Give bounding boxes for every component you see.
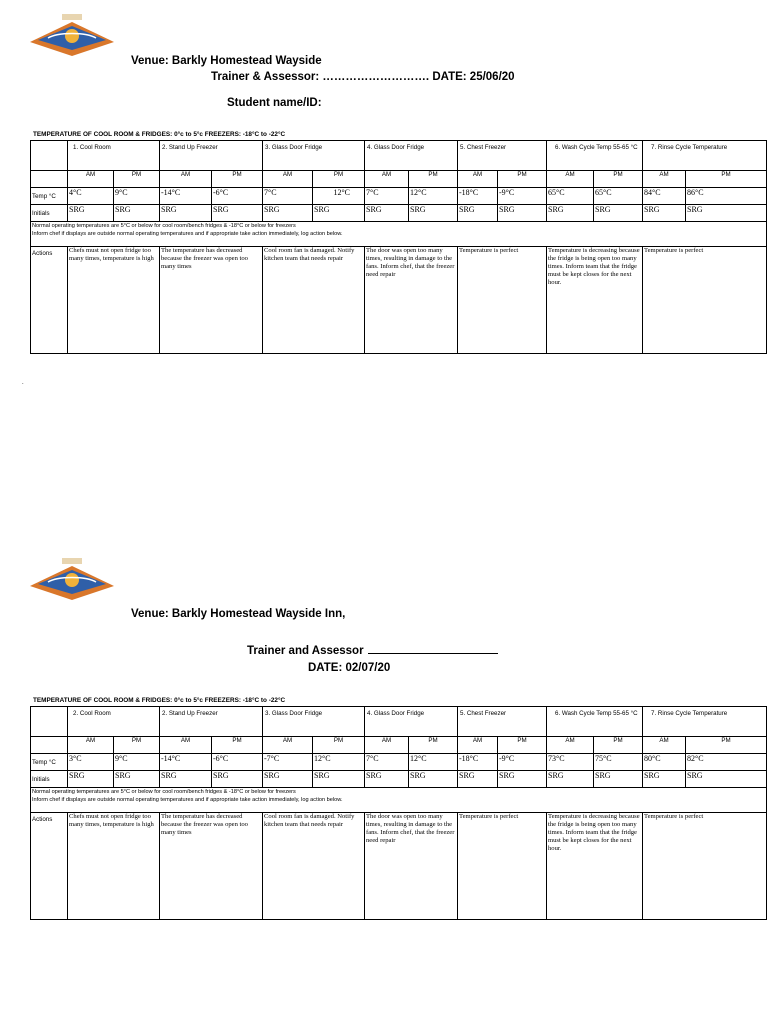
initials-row-label: Initials — [31, 205, 68, 222]
column-header-cool-room: 1. Cool Room — [68, 141, 160, 171]
am-header: AM — [547, 737, 594, 754]
pm-header: PM — [114, 737, 160, 754]
temp-row-label: Temp °C — [31, 188, 68, 205]
column-header-wash-cycle: 6. Wash Cycle Temp 55-65 °C — [547, 141, 643, 171]
temp-row-label: Temp °C — [31, 754, 68, 771]
action-cell-rinse-cycle: Temperature is perfect — [643, 247, 767, 354]
temp-cell: 86°C — [686, 188, 767, 205]
pm-header: PM — [212, 171, 263, 188]
initials-cell: SRG — [643, 205, 686, 222]
column-header-stand-up-freezer: 2. Stand Up Freezer — [160, 707, 263, 737]
temp-cell: 65°C — [547, 188, 594, 205]
initials-cell: SRG — [114, 205, 160, 222]
operating-note-line-1: Normal operating temperatures are 5°C or below for cool room/bench fridges & -18°C or below for freezers — [32, 789, 296, 795]
column-header-chest-freezer: 5. Chest Freezer — [458, 141, 547, 171]
operating-note-line-2: Inform chef if displays are outside normal operating temperatures and if appropriate take action immediately, log action below. — [32, 797, 343, 803]
initials-cell: SRG — [458, 205, 498, 222]
action-cell-cool-room: Chefs must not open fridge too many times, temperature is high — [68, 813, 160, 920]
pm-header: PM — [409, 171, 458, 188]
action-cell-glass-door-fridge-3: Cool room fan is damaged. Notify kitchen team that needs repair — [263, 247, 365, 354]
operating-note-line-2: Inform chef if displays are outside normal operating temperatures and if appropriate take action immediately, log action below. — [32, 231, 343, 237]
venue-logo — [28, 12, 116, 58]
initials-cell: SRG — [114, 771, 160, 788]
venue-heading: Venue: Barkly Homestead Wayside — [131, 55, 322, 67]
temp-cell: 75°C — [594, 754, 643, 771]
trainer-date-line: Trainer & Assessor: ………………………. DATE: 25/06/20 — [211, 71, 515, 83]
am-header: AM — [643, 737, 686, 754]
action-cell-cool-room: Chefs must not open fridge too many times, temperature is high — [68, 247, 160, 354]
am-header: AM — [643, 171, 686, 188]
action-cell-stand-up-freezer: The temperature has decreased because the freezer was open too many times — [160, 247, 263, 354]
pm-header: PM — [594, 171, 643, 188]
pm-header: PM — [498, 171, 547, 188]
column-header-cool-room: 2. Cool Room — [68, 707, 160, 737]
temp-cell: -6°C — [212, 188, 263, 205]
column-header-wash-cycle: 6. Wash Cycle Temp 55-65 °C — [547, 707, 643, 737]
initials-cell: SRG — [547, 771, 594, 788]
column-header-rinse-cycle: 7. Rinse Cycle Temperature — [643, 707, 767, 737]
action-cell-glass-door-fridge-3: Cool room fan is damaged. Notify kitchen team that needs repair — [263, 813, 365, 920]
column-header-glass-door-fridge-3: 3. Glass Door Fridge — [263, 707, 365, 737]
actions-row-label: Actions — [31, 813, 68, 920]
temp-cell: -18°C — [458, 188, 498, 205]
am-header: AM — [263, 737, 313, 754]
trainer-line — [247, 643, 498, 657]
initials-cell: SRG — [212, 205, 263, 222]
am-header: AM — [160, 171, 212, 188]
temp-cell: 7°C — [365, 754, 409, 771]
student-name-label: Student name/ID: — [227, 97, 322, 109]
temp-cell: 7°C — [365, 188, 409, 205]
pm-header: PM — [313, 171, 365, 188]
initials-cell: SRG — [160, 771, 212, 788]
corner-cell — [31, 707, 68, 737]
empty-cell — [31, 171, 68, 188]
empty-cell — [31, 737, 68, 754]
temp-cell: -6°C — [212, 754, 263, 771]
pm-header: PM — [686, 171, 767, 188]
am-header: AM — [365, 737, 409, 754]
temp-cell: 9°C — [114, 188, 160, 205]
temp-cell: -9°C — [498, 188, 547, 205]
initials-cell: SRG — [643, 771, 686, 788]
temp-cell: 82°C — [686, 754, 767, 771]
temp-cell: 12°C — [313, 188, 365, 205]
column-header-chest-freezer: 5. Chest Freezer — [458, 707, 547, 737]
temp-cell: 84°C — [643, 188, 686, 205]
action-cell-glass-door-fridge-4: The door was open too many times, resulting in damage to the fans. Inform chef, that the freezer need repair — [365, 813, 458, 920]
temp-cell: 73°C — [547, 754, 594, 771]
operating-note-line-1: Normal operating temperatures are 5°C or below for cool room/bench fridges & -18°C or below for freezers — [32, 223, 296, 229]
am-header: AM — [68, 737, 114, 754]
am-header: AM — [547, 171, 594, 188]
initials-cell: SRG — [263, 771, 313, 788]
temperature-range-subheader: TEMPERATURE OF COOL ROOM & FRIDGES: 0°c to 5°c FREEZERS: -18°C to -22°C — [33, 131, 286, 138]
temp-cell: 3°C — [68, 754, 114, 771]
initials-cell: SRG — [160, 205, 212, 222]
initials-row-label: Initials — [31, 771, 68, 788]
trainer-label: Trainer and Assessor — [247, 645, 364, 657]
initials-cell: SRG — [409, 771, 458, 788]
pm-header: PM — [498, 737, 547, 754]
am-header: AM — [458, 171, 498, 188]
column-header-rinse-cycle: 7. Rinse Cycle Temperature — [643, 141, 767, 171]
venue-heading: Venue: Barkly Homestead Wayside Inn, — [131, 608, 346, 620]
initials-cell: SRG — [686, 205, 767, 222]
temp-cell: 80°C — [643, 754, 686, 771]
column-header-glass-door-fridge-4: 4. Glass Door Fridge — [365, 141, 458, 171]
column-header-stand-up-freezer: 2. Stand Up Freezer — [160, 141, 263, 171]
temperature-log-table — [30, 140, 767, 354]
am-header: AM — [160, 737, 212, 754]
am-header: AM — [263, 171, 313, 188]
initials-cell: SRG — [365, 205, 409, 222]
temp-cell: 12°C — [409, 188, 458, 205]
temperature-log-table — [30, 706, 767, 920]
initials-cell: SRG — [68, 771, 114, 788]
corner-cell — [31, 141, 68, 171]
initials-cell: SRG — [594, 205, 643, 222]
temp-cell: 65°C — [594, 188, 643, 205]
initials-cell: SRG — [458, 771, 498, 788]
action-cell-chest-freezer: Temperature is perfect — [458, 247, 547, 354]
temp-cell: -18°C — [458, 754, 498, 771]
initials-cell: SRG — [594, 771, 643, 788]
action-cell-wash-cycle: Temperature is decreasing because the fridge is being open too many times. Inform team that the fridge must be kept closes for the next hour. — [547, 813, 643, 920]
am-header: AM — [68, 171, 114, 188]
temperature-range-subheader: TEMPERATURE OF COOL ROOM & FRIDGES: 0°c to 5°c FREEZERS: -18°C to -22°C — [33, 697, 286, 704]
pm-header: PM — [594, 737, 643, 754]
initials-cell: SRG — [313, 771, 365, 788]
temp-cell: 9°C — [114, 754, 160, 771]
venue-logo — [28, 556, 116, 602]
action-cell-stand-up-freezer: The temperature has decreased because the freezer was open too many times — [160, 813, 263, 920]
temp-cell: 12°C — [409, 754, 458, 771]
temp-cell: 12°C — [313, 754, 365, 771]
initials-cell: SRG — [409, 205, 458, 222]
am-header: AM — [458, 737, 498, 754]
action-cell-wash-cycle: Temperature is decreasing because the fridge is being open too many times. Inform team that the fridge must be kept closes for the next hour. — [547, 247, 643, 354]
initials-cell: SRG — [686, 771, 767, 788]
temp-cell: 7°C — [263, 188, 313, 205]
column-header-glass-door-fridge-3: 3. Glass Door Fridge — [263, 141, 365, 171]
temp-cell: -9°C — [498, 754, 547, 771]
pm-header: PM — [114, 171, 160, 188]
initials-cell: SRG — [212, 771, 263, 788]
temp-cell: -7°C — [263, 754, 313, 771]
initials-cell: SRG — [498, 771, 547, 788]
initials-cell: SRG — [365, 771, 409, 788]
am-header: AM — [365, 171, 409, 188]
initials-cell: SRG — [547, 205, 594, 222]
pm-header: PM — [409, 737, 458, 754]
pm-header: PM — [313, 737, 365, 754]
operating-notes — [31, 788, 767, 813]
column-header-glass-door-fridge-4: 4. Glass Door Fridge — [365, 707, 458, 737]
pm-header: PM — [686, 737, 767, 754]
initials-cell: SRG — [313, 205, 365, 222]
operating-notes — [31, 222, 767, 247]
action-cell-glass-door-fridge-4: The door was open too many times, resulting in damage to the fans. Inform chef, that the freezer need repair — [365, 247, 458, 354]
temp-cell: 4°C — [68, 188, 114, 205]
actions-row-label: Actions — [31, 247, 68, 354]
temp-cell: -14°C — [160, 754, 212, 771]
page-dot: . — [22, 380, 24, 386]
pm-header: PM — [212, 737, 263, 754]
initials-cell: SRG — [68, 205, 114, 222]
initials-cell: SRG — [498, 205, 547, 222]
trainer-signature-line — [368, 643, 498, 654]
action-cell-chest-freezer: Temperature is perfect — [458, 813, 547, 920]
date-line: DATE: 02/07/20 — [308, 662, 391, 674]
initials-cell: SRG — [263, 205, 313, 222]
action-cell-rinse-cycle: Temperature is perfect — [643, 813, 767, 920]
temp-cell: -14°C — [160, 188, 212, 205]
